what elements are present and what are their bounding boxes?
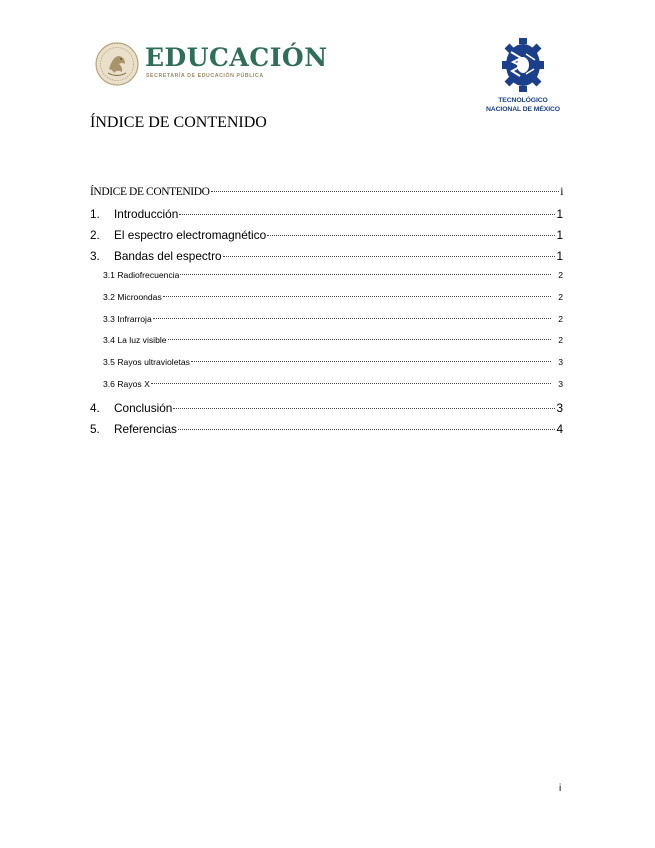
toc-entry[interactable] — [90, 292, 563, 314]
toc-entry-label: Bandas del espectro — [114, 249, 222, 263]
toc-dot-leader — [191, 361, 551, 362]
toc-dot-leader — [180, 274, 551, 275]
toc-entry-label: 3.5 Rayos ultravioletas — [103, 357, 190, 368]
toc-entry-page: 1 — [556, 228, 563, 242]
toc-dot-leader — [211, 191, 560, 192]
toc-entry-title — [103, 357, 190, 367]
toc-entry-title — [90, 422, 177, 436]
sep-logo-subtitle: SECRETARÍA DE EDUCACIÓN PÚBLICA — [146, 73, 264, 79]
toc-entry-label: 3.4 La luz visible — [103, 335, 167, 346]
tecnm-logo-line2: NACIONAL DE MÉXICO — [486, 106, 560, 113]
toc-entry-title — [90, 228, 266, 242]
toc-entry-page: 1 — [556, 207, 563, 221]
toc-entry-page: 2 — [558, 270, 563, 280]
toc-entry[interactable] — [90, 249, 563, 270]
toc-entry-title — [90, 401, 172, 415]
toc-dot-leader — [173, 408, 555, 409]
toc-entry-title — [103, 314, 152, 324]
page-number: i — [559, 783, 562, 794]
toc-entry-page: 3 — [556, 400, 563, 415]
toc-entry-page: i — [560, 186, 563, 198]
toc-entry-label: ÍNDICE DE CONTENIDO — [90, 186, 210, 198]
toc-entry-title — [90, 249, 222, 263]
toc-dot-leader — [178, 429, 555, 430]
toc-entry-page: 2 — [558, 335, 563, 346]
toc-entry-title — [103, 292, 162, 302]
toc-entry-page: 2 — [558, 313, 563, 324]
toc-entry-page: 2 — [558, 291, 563, 302]
toc-entry-label: 3.6 Rayos X — [103, 378, 150, 389]
toc-entry-number: 3. — [90, 249, 100, 263]
toc-entry[interactable] — [90, 379, 563, 401]
toc-entry[interactable] — [90, 422, 563, 443]
toc-entry[interactable] — [90, 207, 563, 228]
toc-entry[interactable] — [90, 314, 563, 336]
toc-entry-number: 1. — [90, 207, 100, 221]
toc-entry-title — [90, 207, 178, 221]
toc-entry-page: 3 — [558, 378, 563, 389]
toc-entry-label: El espectro electromagnético — [114, 228, 267, 242]
toc-entry-title — [90, 186, 210, 198]
toc-dot-leader — [267, 235, 555, 236]
tecnm-logo — [468, 36, 578, 116]
toc-entry-page: 1 — [556, 249, 563, 263]
toc-entry-page: 3 — [558, 357, 563, 368]
toc-dot-leader — [179, 214, 555, 215]
table-of-contents — [90, 186, 563, 443]
sep-logo-title: EDUCACIÓN — [145, 43, 328, 72]
toc-entry-title — [103, 270, 179, 280]
toc-entry[interactable] — [90, 335, 563, 357]
toc-entry[interactable] — [90, 228, 563, 249]
toc-dot-leader — [163, 296, 551, 297]
mexico-seal-icon — [95, 42, 139, 86]
toc-entry-number: 5. — [90, 421, 100, 436]
sep-logo — [95, 40, 328, 90]
toc-entry[interactable] — [90, 401, 563, 422]
toc-entry-number: 2. — [90, 228, 100, 242]
toc-entry-label: 3.1 Radiofrecuencia — [103, 270, 180, 280]
toc-entry-label: 3.3 Infrarroja — [103, 313, 152, 324]
toc-entry-label: Referencias — [114, 421, 177, 436]
toc-entry-label: Introducción — [114, 207, 179, 221]
toc-entry[interactable] — [90, 357, 563, 379]
toc-entry-label: 3.2 Microondas — [103, 291, 162, 302]
toc-dot-leader — [153, 318, 551, 319]
toc-entry-page: 4 — [556, 421, 563, 436]
tecnm-gear-icon — [502, 38, 544, 92]
toc-entry-title — [103, 379, 150, 389]
tecnm-logo-line1: TECNOLÓGICO — [498, 97, 548, 104]
toc-entry-label: Conclusión — [114, 400, 173, 415]
toc-dot-leader — [151, 383, 551, 384]
page-title: ÍNDICE DE CONTENIDO — [90, 114, 267, 131]
toc-dot-leader — [223, 256, 556, 257]
toc-entry[interactable] — [90, 186, 563, 207]
toc-entry-number: 4. — [90, 400, 100, 415]
toc-dot-leader — [168, 339, 552, 340]
toc-entry[interactable] — [90, 270, 563, 292]
toc-entry-title — [103, 335, 167, 345]
